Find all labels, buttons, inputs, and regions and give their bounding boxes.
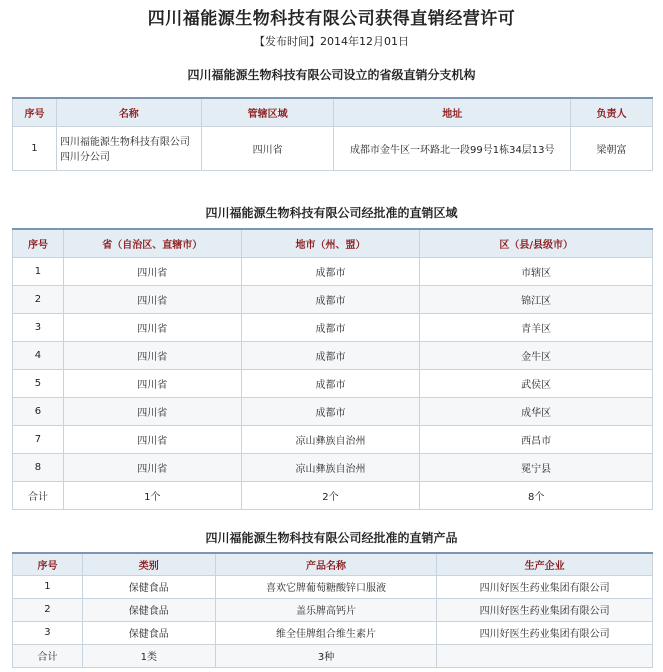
cell: 3 bbox=[13, 313, 64, 341]
cell: 2个 bbox=[241, 481, 420, 509]
table-row bbox=[13, 397, 653, 425]
cell: 成都市 bbox=[241, 313, 420, 341]
table-row bbox=[13, 575, 653, 598]
table-row bbox=[13, 598, 653, 621]
cell: 1类 bbox=[82, 644, 215, 667]
table-row bbox=[13, 341, 653, 369]
cell: 青羊区 bbox=[420, 313, 653, 341]
table-row bbox=[13, 425, 653, 453]
cell: 4 bbox=[13, 341, 64, 369]
cell bbox=[437, 644, 653, 667]
col-header: 生产企业 bbox=[437, 553, 653, 575]
cell: 盖乐牌高钙片 bbox=[215, 598, 437, 621]
cell: 1 bbox=[13, 257, 64, 285]
cell: 成都市 bbox=[241, 341, 420, 369]
col-header: 类别 bbox=[82, 553, 215, 575]
cell: 合计 bbox=[13, 644, 83, 667]
col-header: 管辖区域 bbox=[201, 98, 334, 126]
cell: 武侯区 bbox=[420, 369, 653, 397]
col-header: 区（县/县级市） bbox=[420, 229, 653, 257]
col-header: 序号 bbox=[13, 229, 64, 257]
products-table bbox=[12, 552, 653, 668]
cell: 四川省 bbox=[63, 453, 241, 481]
col-header: 负责人 bbox=[571, 98, 653, 126]
cell: 7 bbox=[13, 425, 64, 453]
cell: 成都市 bbox=[241, 285, 420, 313]
cell: 保健食品 bbox=[82, 598, 215, 621]
cell: 3 bbox=[13, 621, 83, 644]
cell: 四川好医生药业集团有限公司 bbox=[437, 598, 653, 621]
cell: 成华区 bbox=[420, 397, 653, 425]
cell: 2 bbox=[13, 285, 64, 313]
cell: 成都市 bbox=[241, 397, 420, 425]
table-header-row bbox=[13, 553, 653, 575]
col-header: 名称 bbox=[56, 98, 201, 126]
cell: 四川省 bbox=[63, 313, 241, 341]
cell: 四川好医生药业集团有限公司 bbox=[437, 621, 653, 644]
cell: 四川好医生药业集团有限公司 bbox=[437, 575, 653, 598]
col-header: 序号 bbox=[13, 98, 57, 126]
cell: 保健食品 bbox=[82, 575, 215, 598]
col-header: 地市（州、盟） bbox=[241, 229, 420, 257]
table-header-row bbox=[13, 98, 653, 126]
products-heading: 四川福能源生物科技有限公司经批准的直销产品 bbox=[205, 531, 458, 545]
cell: 5 bbox=[13, 369, 64, 397]
publish-date: 【发布时间】2014年12月01日 bbox=[254, 35, 409, 48]
table-row bbox=[13, 313, 653, 341]
cell: 金牛区 bbox=[420, 341, 653, 369]
cell: 西昌市 bbox=[420, 425, 653, 453]
branch-heading: 四川福能源生物科技有限公司设立的省级直销分支机构 bbox=[187, 68, 476, 82]
cell: 冕宁县 bbox=[420, 453, 653, 481]
cell: 1个 bbox=[63, 481, 241, 509]
page-title: 四川福能源生物科技有限公司获得直销经营许可 bbox=[147, 9, 516, 29]
cell: 成都市 bbox=[241, 369, 420, 397]
cell: 锦江区 bbox=[420, 285, 653, 313]
table-row bbox=[13, 126, 653, 170]
table-header-row bbox=[13, 229, 653, 257]
regions-heading: 四川福能源生物科技有限公司经批准的直销区域 bbox=[205, 206, 458, 220]
cell: 四川省 bbox=[201, 126, 334, 170]
cell: 成都市金牛区一环路北一段99号1栋34层13号 bbox=[334, 126, 571, 170]
col-header: 序号 bbox=[13, 553, 83, 575]
regions-table bbox=[12, 228, 653, 510]
branch-table bbox=[12, 97, 653, 171]
cell: 市辖区 bbox=[420, 257, 653, 285]
cell: 四川福能源生物科技有限公司四川分公司 bbox=[56, 126, 201, 170]
cell: 四川省 bbox=[63, 425, 241, 453]
table-row bbox=[13, 621, 653, 644]
cell: 3种 bbox=[215, 644, 437, 667]
cell: 四川省 bbox=[63, 257, 241, 285]
cell: 保健食品 bbox=[82, 621, 215, 644]
col-header: 产品名称 bbox=[215, 553, 437, 575]
cell: 8 bbox=[13, 453, 64, 481]
cell: 凉山彝族自治州 bbox=[241, 453, 420, 481]
cell: 2 bbox=[13, 598, 83, 621]
total-row bbox=[13, 481, 653, 509]
col-header: 地址 bbox=[334, 98, 571, 126]
total-row bbox=[13, 644, 653, 667]
cell: 成都市 bbox=[241, 257, 420, 285]
table-row bbox=[13, 257, 653, 285]
cell: 6 bbox=[13, 397, 64, 425]
cell: 四川省 bbox=[63, 397, 241, 425]
cell: 梁朝富 bbox=[571, 126, 653, 170]
cell: 四川省 bbox=[63, 369, 241, 397]
table-row bbox=[13, 453, 653, 481]
cell: 四川省 bbox=[63, 285, 241, 313]
cell: 凉山彝族自治州 bbox=[241, 425, 420, 453]
cell: 1 bbox=[13, 575, 83, 598]
cell: 喜欢它牌葡萄糖酸锌口服液 bbox=[215, 575, 437, 598]
col-header: 省（自治区、直辖市） bbox=[63, 229, 241, 257]
cell: 8个 bbox=[420, 481, 653, 509]
cell: 1 bbox=[13, 126, 57, 170]
cell: 四川省 bbox=[63, 341, 241, 369]
cell: 合计 bbox=[13, 481, 64, 509]
table-row bbox=[13, 369, 653, 397]
cell: 维全佳牌组合维生素片 bbox=[215, 621, 437, 644]
table-row bbox=[13, 285, 653, 313]
